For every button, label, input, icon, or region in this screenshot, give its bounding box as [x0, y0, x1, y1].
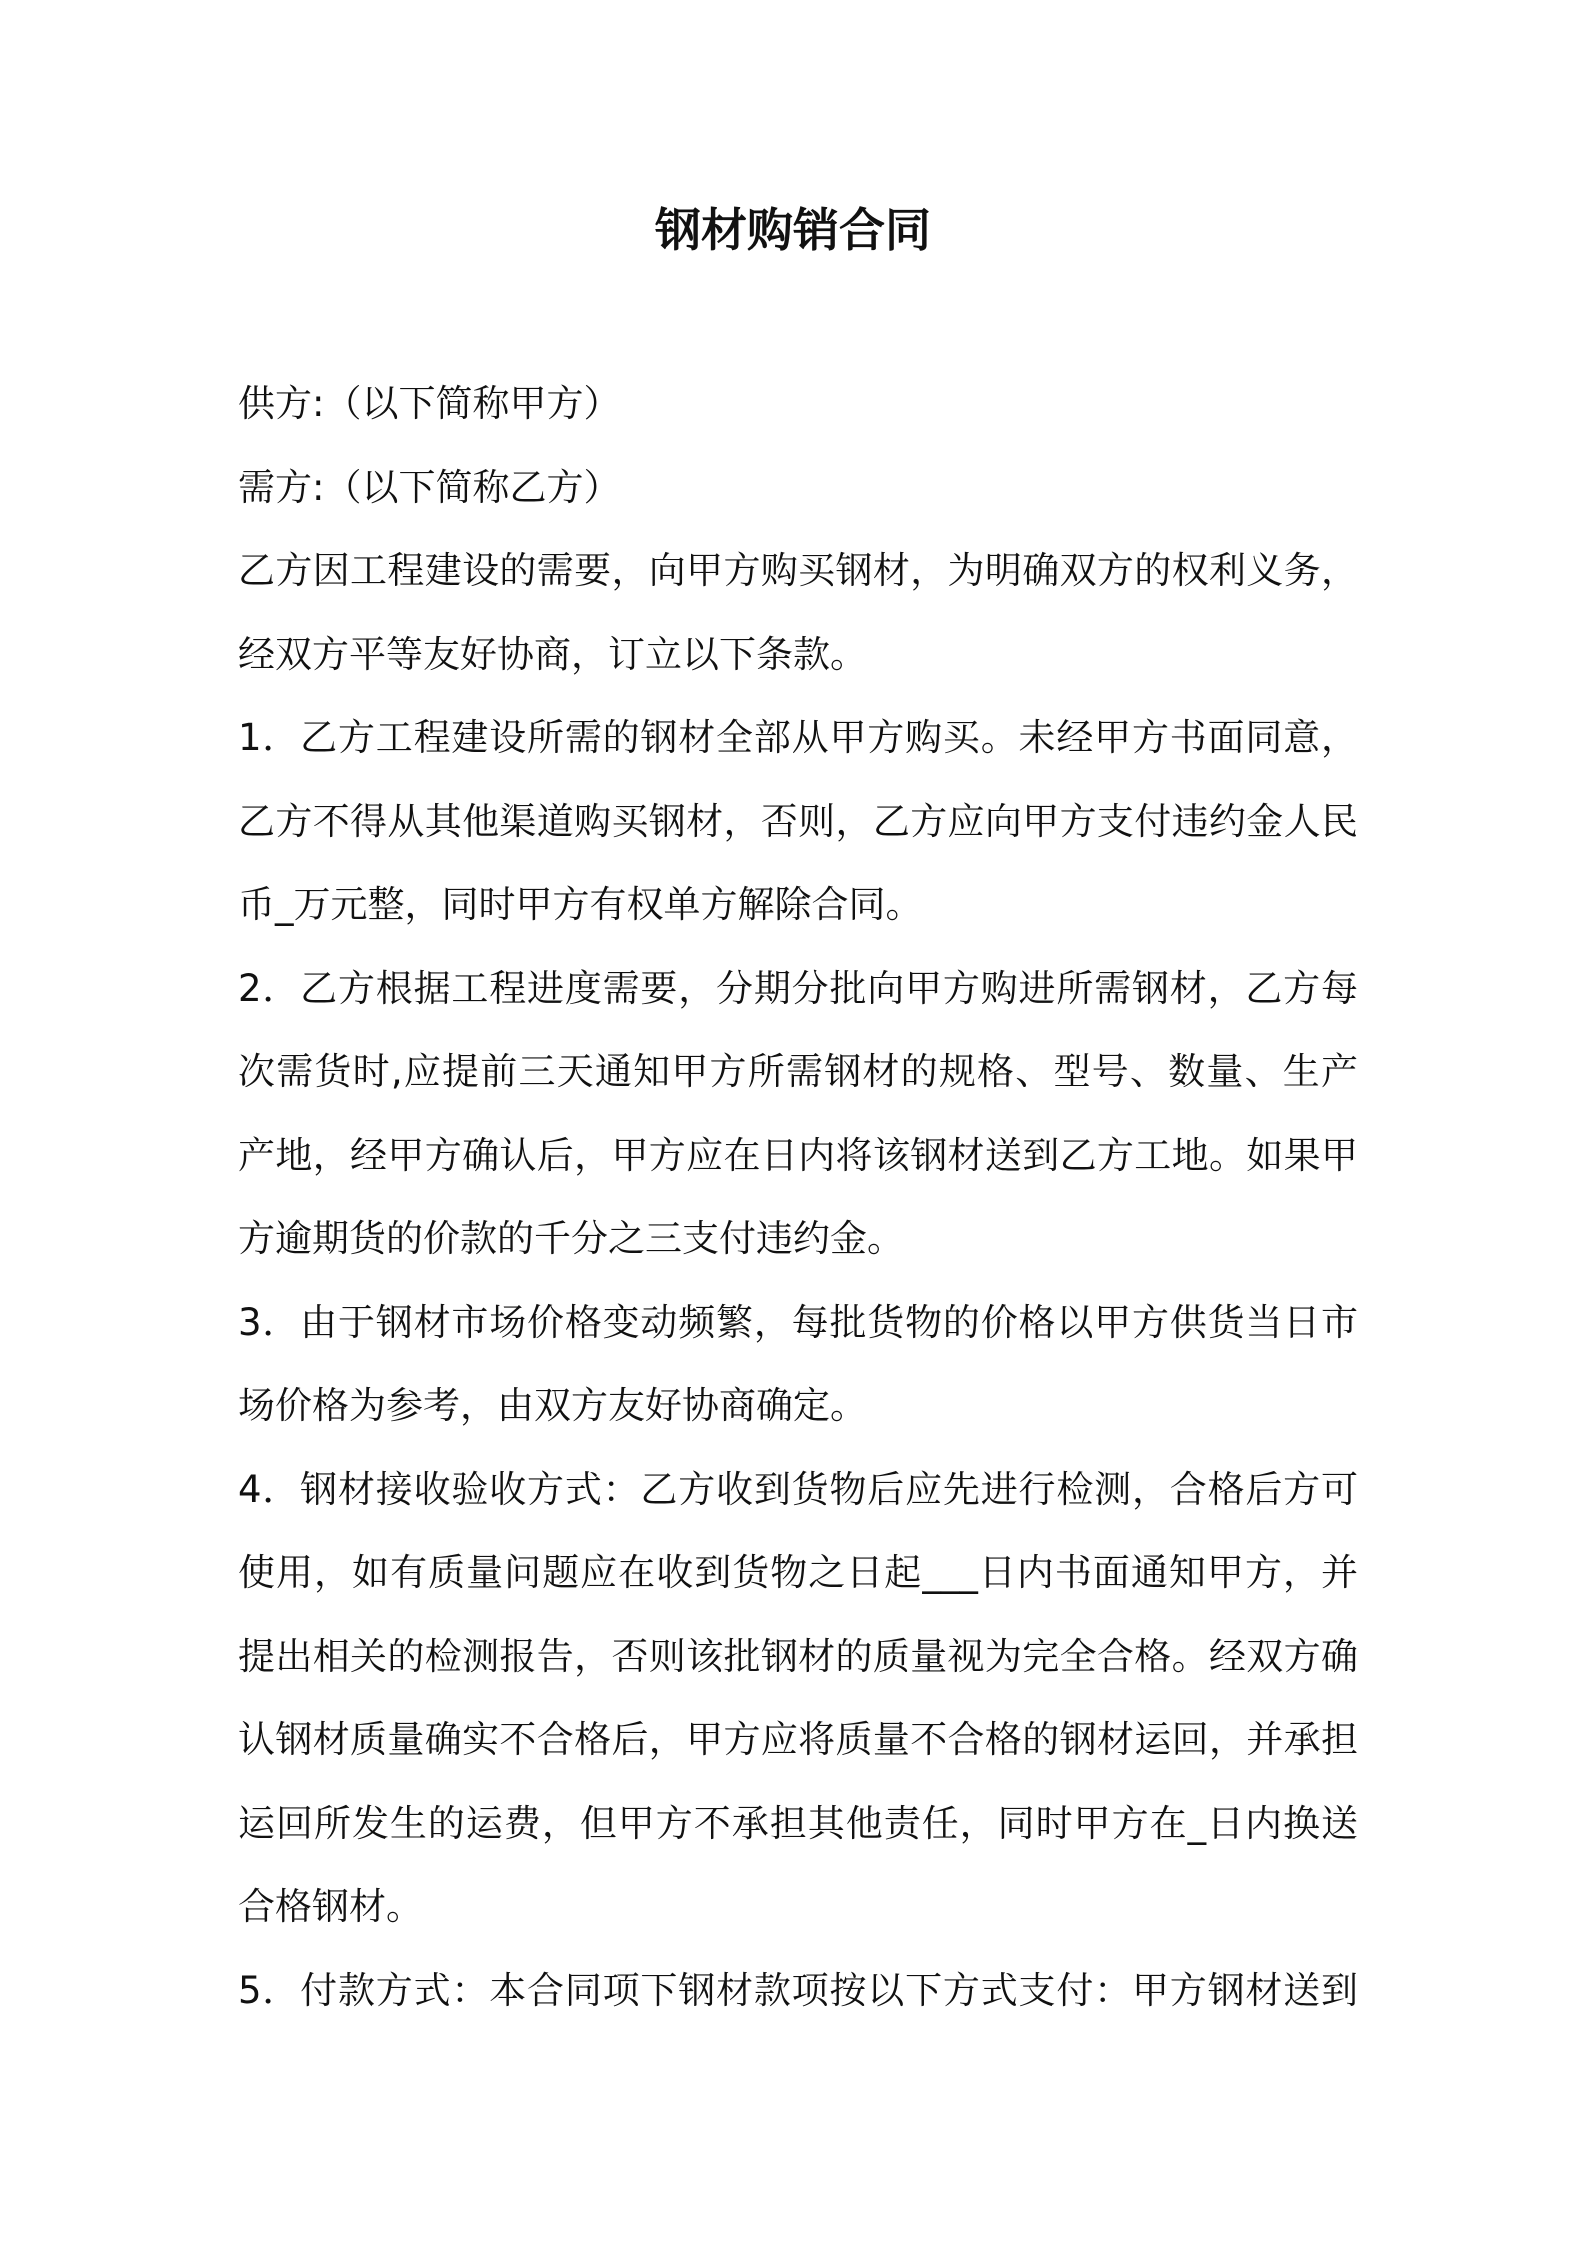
text-line: 币_万元整，同时甲方有权单方解除合同。 [238, 883, 923, 926]
text-line: 供方:（以下简称甲方） [238, 382, 621, 425]
text-line: 运回所发生的运费，但甲方不承担其他责任，同时甲方在_日内换送 [238, 1801, 1358, 1845]
text-line: 需方:（以下简称乙方） [238, 465, 621, 509]
text-line: 提出相关的检测报告，否则该批钢材的质量视为完全合格。经双方确 [238, 1634, 1358, 1678]
text-line: 场价格为参考，由双方友好协商确定。 [238, 1384, 867, 1427]
text-line: 1．乙方工程建设所需的钢材全部从甲方购买。未经甲方书面同意， [238, 716, 1358, 759]
text-line: 5．付款方式：本合同项下钢材款项按以下方式支付：甲方钢材送到 [238, 1968, 1358, 2012]
text-line: 2．乙方根据工程进度需要，分期分批向甲方购进所需钢材，乙方每 [238, 966, 1358, 1010]
text-line: 认钢材质量确实不合格后，甲方应将质量不合格的钢材运回，并承担 [238, 1718, 1358, 1761]
text-line: 4．钢材接收验收方式：乙方收到货物后应先进行检测，合格后方可 [238, 1467, 1358, 1511]
text-line: 合格钢材。 [238, 1885, 423, 1928]
text-line: 乙方不得从其他渠道购买钢材，否则，乙方应向甲方支付违约金人民 [238, 799, 1358, 843]
text-line: 使用，如有质量问题应在收到货物之日起___日内书面通知甲方，并 [238, 1551, 1358, 1594]
text-line: 次需货时,应提前三天通知甲方所需钢材的规格、型号、数量、生产 [238, 1050, 1358, 1093]
text-line: 产地，经甲方确认后，甲方应在日内将该钢材送到乙方工地。如果甲 [238, 1133, 1358, 1177]
text-line: 方逾期货的价款的千分之三支付违约金。 [238, 1217, 904, 1260]
document-body [238, 362, 1358, 2032]
text-line: 3．由于钢材市场价格变动频繁，每批货物的价格以甲方供货当日市 [238, 1300, 1358, 1344]
text-line: 乙方因工程建设的需要，向甲方购买钢材，为明确双方的权利义务， [238, 549, 1358, 592]
document-title: 钢材购销合同 [655, 203, 931, 257]
text-line: 经双方平等友好协商，订立以下条款。 [238, 632, 867, 676]
